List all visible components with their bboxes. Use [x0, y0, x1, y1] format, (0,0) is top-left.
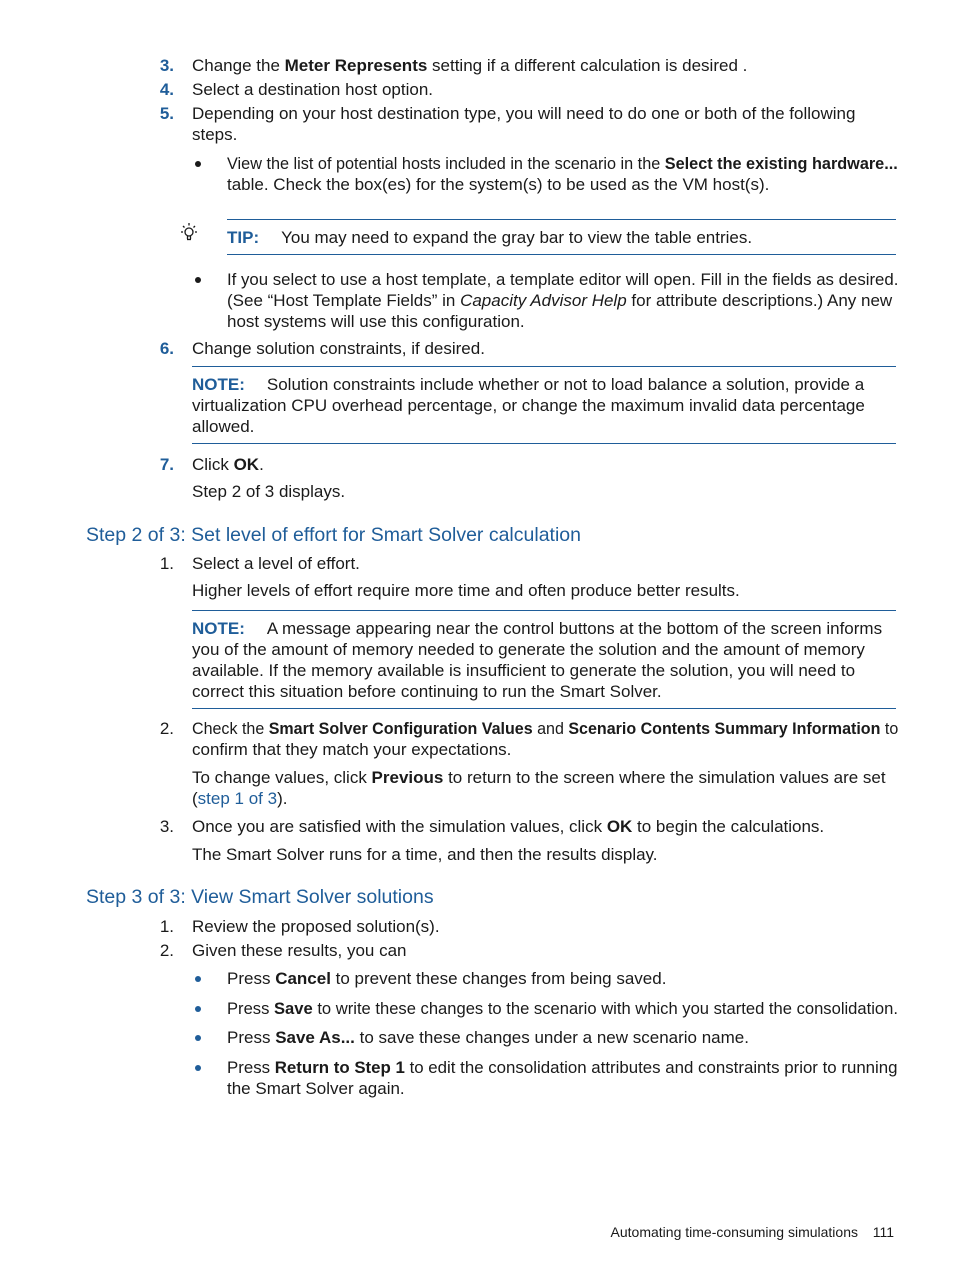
bullet-text: [227, 1027, 749, 1048]
note-text: you of the amount of memory needed to generate the solution and the amount of memory: [192, 640, 865, 659]
ui-label: Save As...: [275, 1028, 355, 1047]
ui-label: Return to Step 1: [274, 1058, 405, 1077]
section-heading: Step 3 of 3: View Smart Solver solutions: [86, 886, 434, 908]
note-label: NOTE:: [192, 375, 245, 394]
step-number: 4.: [159, 80, 174, 99]
text-run: Solution constraints include whether or not to load balance a solution, provide a: [266, 375, 865, 394]
step-text: Depending on your host destination type, you will need to do one or both of the following: [192, 104, 856, 123]
bullet-text: [227, 998, 898, 1019]
step-text: Select a destination host option.: [192, 80, 433, 99]
step-result: Step 2 of 3 displays.: [192, 482, 346, 501]
step-paragraph: [192, 788, 287, 809]
bullet-text: table. Check the box(es) for the system(s) to be used as the VM host(s).: [227, 175, 770, 194]
ui-label: Smart Solver Configuration Values: [268, 719, 533, 738]
note-text: allowed.: [192, 417, 255, 436]
text-run: You may need to expand the gray bar to view the table entries.: [281, 228, 753, 247]
text-run: Press: [227, 1058, 275, 1077]
step-text: steps.: [192, 125, 238, 144]
step-number: 2.: [159, 941, 174, 960]
tip-bottom-rule: [227, 254, 896, 255]
step-text: confirm that they match your expectations.: [192, 740, 512, 759]
step-number: 3.: [159, 817, 174, 836]
step-number: 3.: [159, 56, 174, 75]
lightbulb-icon: [178, 222, 200, 244]
ui-label: Previous: [371, 768, 444, 787]
tip-top-rule: [227, 219, 896, 220]
ui-label: Save: [273, 999, 313, 1018]
text-run: (: [192, 789, 198, 808]
tip-label: TIP:: [227, 228, 260, 247]
bullet: [195, 1035, 201, 1041]
text-run: (See “Host Template Fields” in: [227, 291, 461, 310]
step-number: 5.: [159, 104, 174, 123]
note-text: available. If the memory available is insufficient to generate the solution, you will need to: [192, 661, 856, 680]
book-title: Capacity Advisor Help: [460, 291, 627, 310]
text-run: ).: [277, 789, 288, 808]
text-run: Check the: [192, 719, 269, 738]
text-run: Press: [227, 969, 276, 988]
step-1-link[interactable]: step 1 of 3: [197, 789, 278, 808]
step-text: [192, 454, 264, 475]
tip-text: [227, 227, 752, 248]
footer-title: Automating time-consuming simulations: [610, 1224, 858, 1240]
ui-label: OK: [606, 817, 633, 836]
note-bottom-rule: [192, 708, 896, 709]
note-bottom-rule: [192, 443, 896, 444]
text-run: to prevent these changes from being saved.: [330, 969, 667, 988]
section-heading: Step 2 of 3: Set level of effort for Smart Solver calculation: [86, 524, 581, 546]
bullet-text: [227, 1057, 898, 1078]
bullet: [195, 1006, 201, 1012]
bullet: [195, 161, 201, 167]
text-run: to begin the calculations.: [632, 817, 825, 836]
step-number: 1.: [159, 917, 174, 936]
text-run: Press: [227, 999, 274, 1018]
text-run: to return to the screen where the simulation values are set: [443, 768, 886, 787]
step-number: 6.: [159, 339, 174, 358]
bullet-text: [227, 968, 666, 989]
text-run: and: [532, 719, 569, 738]
step-text: Change solution constraints, if desired.: [192, 339, 485, 358]
ui-label: Cancel: [275, 969, 331, 988]
text-run: to write these changes to the scenario with which you started the consolidation.: [312, 999, 898, 1018]
text-run: A message appearing near the control buttons at the bottom of the screen informs: [266, 619, 883, 638]
step-text: [192, 718, 898, 739]
step-paragraph: The Smart Solver runs for a time, and then the results display.: [192, 845, 658, 864]
text-run: To change values, click: [192, 768, 372, 787]
bullet-text: [227, 290, 892, 311]
step-text: [192, 55, 747, 76]
text-run: to: [880, 719, 899, 738]
text-run: to save these changes under a new scenario name.: [354, 1028, 749, 1047]
step-text: [192, 816, 824, 837]
bullet-text: host systems will use this configuration.: [227, 312, 525, 331]
bullet: [195, 277, 201, 283]
step-number: 7.: [159, 455, 174, 474]
step-text: Review the proposed solution(s).: [192, 917, 440, 936]
ui-label: Meter Represents: [284, 56, 428, 75]
step-paragraph: Higher levels of effort require more time and often produce better results.: [192, 581, 740, 600]
bullet-text: [227, 153, 898, 174]
bullet: [195, 1065, 201, 1071]
step-number: 2.: [159, 719, 174, 738]
step-text: Given these results, you can: [192, 941, 407, 960]
note-text: virtualization CPU overhead percentage, or change the maximum invalid data percentage: [192, 396, 865, 415]
page-number: 111: [872, 1224, 894, 1240]
text-run: Change the: [192, 56, 285, 75]
note-text: [192, 374, 864, 395]
bullet-text: the Smart Solver again.: [227, 1079, 405, 1098]
text-run: View the list of potential hosts included in the scenario in the: [227, 154, 665, 173]
text-run: to edit the consolidation attributes and constraints prior to running: [404, 1058, 898, 1077]
text-run: Click: [192, 455, 234, 474]
ui-label: Scenario Contents Summary Information: [568, 719, 881, 738]
bullet-text: If you select to use a host template, a template editor will open. Fill in the fields as desired.: [227, 270, 899, 289]
note-top-rule: [192, 610, 896, 611]
text-run: for attribute descriptions.) Any new: [626, 291, 893, 310]
text-run: Press: [227, 1028, 276, 1047]
step-number: 1.: [159, 554, 174, 573]
note-text: [192, 618, 882, 639]
note-top-rule: [192, 366, 896, 367]
step-text: Select a level of effort.: [192, 554, 360, 573]
ui-label: OK: [233, 455, 260, 474]
note-label: NOTE:: [192, 619, 245, 638]
ui-label: Select the existing hardware...: [664, 154, 898, 173]
note-text: correct this situation before continuing to run the Smart Solver.: [192, 682, 662, 701]
text-run: .: [259, 455, 264, 474]
step-paragraph: [192, 767, 886, 788]
text-run: setting if a different calculation is desired .: [427, 56, 748, 75]
bullet: [195, 976, 201, 982]
text-run: Once you are satisfied with the simulation values, click: [192, 817, 607, 836]
